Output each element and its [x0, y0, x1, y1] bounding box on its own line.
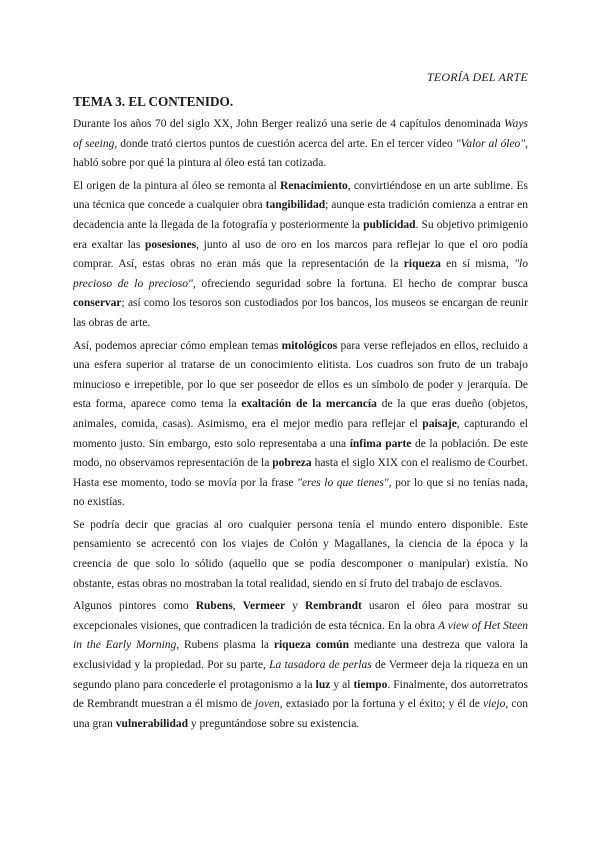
text-run: hasta el siglo XIX con el realismo de Courbet. Hasta ese momento, todo se movía por la frase: [73, 457, 528, 489]
bold-term: Rubens: [195, 600, 233, 613]
bold-term: Vermeer: [242, 600, 286, 613]
italic-term: "Valor al óleo": [455, 137, 526, 150]
italic-term: "eres lo que tienes": [297, 476, 389, 489]
paragraph-intro: [73, 115, 528, 174]
text-run: y: [285, 600, 305, 613]
text-run: de la población. De este modo, no observamos representación de la: [73, 437, 528, 470]
italic-term: viejo: [482, 698, 506, 711]
text-run: Durante los años 70 del siglo XX, John Berger realizó una serie de 4 capítulos denominada: [73, 118, 505, 130]
bold-term: tiempo: [353, 678, 388, 691]
document-body: [73, 92, 528, 737]
text-run: , habló sobre por qué la pintura al óleo está tan cotizada.: [73, 137, 529, 170]
text-run: , donde trató ciertos puntos de cuestión acerca del arte. En el tercer vídeo: [114, 137, 456, 150]
text-run: . Su objetivo primigenio era exaltar las: [73, 218, 528, 251]
italic-term: "lo precioso de lo precioso": [73, 258, 528, 290]
italic-term: joven: [254, 698, 280, 711]
text-run: mediante una destreza que valora la exclusividad y la propiedad. Por su parte,: [73, 639, 529, 672]
bold-term: riqueza: [403, 258, 441, 271]
text-run: Se podría decir que gracias al oro cualquier persona tenía el mundo entero disponible. Este pensamiento se acrecentó con los viajes de Colón y Magallanes, la ciencia de la época y la creencia de que solo lo sólido (aquello que se podía descomponer o manipular) existía. No obstante, estas obras no mostraban la total realidad, siendo en sí fruto del trabajo de esclavos.: [73, 518, 528, 590]
bold-term: Rembrandt: [304, 600, 362, 613]
text-run: para verse reflejados en ellos, recluido a una esfera superior al tratarse de un conocimiento elitista. Los cuadros son fruto de un trabajo minucioso e irrepetible, por lo que ser poseedor de ellos es un símbolo de poder y jerarquía. De esta forma, aparece como tema la: [73, 339, 528, 411]
text-run: de Vermeer deja la riqueza en un segundo plano para concederle el protagonismo a la: [73, 659, 528, 691]
text-run: ; aunque esta tradición comienza a entrar en decadencia ante la llegada de la fotografía y posteriormente la: [73, 199, 528, 231]
text-run: , junto al uso de oro en los marcos para reflejar lo que el oro podía comprar. Así, estas obras no eran más que la representación de la: [73, 238, 528, 271]
text-run: Así, podemos apreciar cómo emplean temas: [73, 339, 282, 352]
text-run: , Rubens plasma la: [176, 639, 274, 652]
text-run: y al: [330, 678, 354, 691]
bold-term: conservar: [73, 297, 122, 310]
text-run: ; así como los tesoros son custodiados por los bancos, los museos se encargan de reunir las obras de arte.: [73, 297, 528, 329]
paragraph-gold: [73, 516, 528, 594]
text-run: , por lo que si no tenías nada, no existías.: [73, 476, 528, 509]
bold-term: riqueza común: [273, 639, 349, 652]
italic-term: Ways of seeing: [73, 118, 528, 150]
bold-term: paisaje: [422, 417, 457, 430]
bold-term: luz: [315, 678, 331, 691]
bold-term: publicidad: [363, 218, 416, 231]
text-run: , convirtiéndose en un arte sublime. Es una técnica que concede a cualquier obra: [73, 179, 528, 212]
section-title: TEMA 3. EL CONTENIDO.: [73, 94, 234, 109]
paragraph-origin: [73, 177, 528, 334]
italic-term: A view of Het Steen in the Early Morning: [73, 619, 528, 652]
italic-term: La tasadora de perlas: [269, 659, 372, 672]
running-header: TEORÍA DEL ARTE: [426, 70, 528, 84]
text-run: , capturando el momento justo. Sin embargo, esto solo representaba a una: [73, 417, 528, 450]
bold-term: mitológicos: [281, 339, 338, 352]
text-run: El origen de la pintura al óleo se remonta al: [73, 179, 281, 192]
text-run: , extasiado por la fortuna y el éxito; y él de: [279, 698, 483, 711]
paragraph-painters: [73, 597, 528, 734]
text-run: en sí misma,: [440, 258, 515, 271]
text-run: Algunos pintores como: [73, 600, 196, 613]
text-run: ,: [232, 600, 243, 613]
bold-term: vulnerabilidad: [115, 717, 189, 730]
paragraph-themes: [73, 337, 528, 513]
bold-term: posesiones: [145, 238, 197, 251]
bold-term: pobreza: [272, 457, 312, 470]
text-run: , ofreciendo seguridad sobre la fortuna. El hecho de comprar busca: [192, 277, 529, 290]
bold-term: ínfima parte: [349, 437, 412, 450]
bold-term: tangibilidad: [265, 199, 326, 212]
text-run: . Finalmente, dos autorretratos de Rembrandt muestran a él mismo de: [73, 678, 528, 711]
text-run: de la que eras dueño (objetos, animales, comida, casas). Asimismo, era el mejor medio para reflejar el: [73, 398, 528, 430]
bold-term: exaltación de la mercancía: [241, 398, 377, 411]
text-run: y preguntándose sobre su existencia.: [188, 717, 360, 730]
bold-term: Renacimiento: [280, 179, 348, 192]
text-run: usaron el óleo para mostrar su excepcionales visiones, que contradicen la tradición de esta técnica. En la obra: [73, 600, 529, 632]
text-run: , con una gran: [73, 698, 528, 730]
